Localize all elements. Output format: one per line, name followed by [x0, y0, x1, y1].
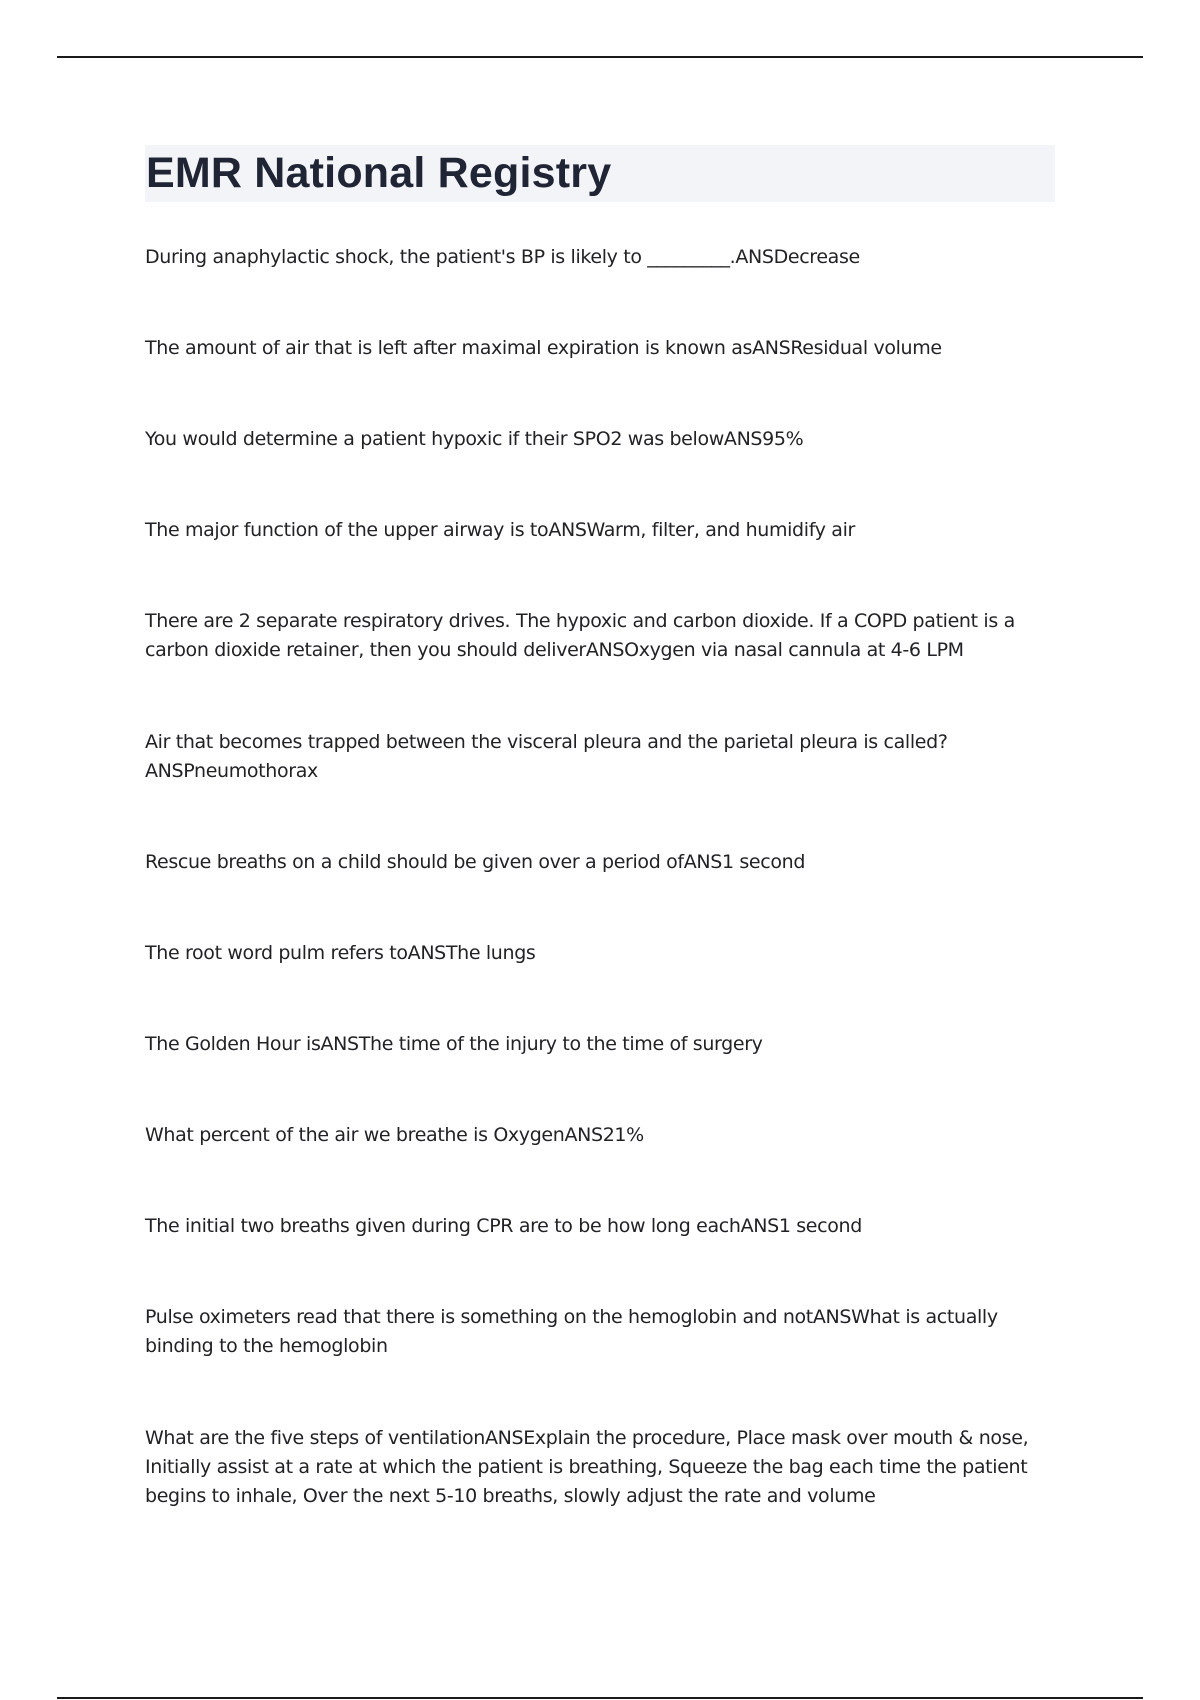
qa-item — [145, 1212, 1065, 1241]
question-text: The amount of air that is left after maximal expiration is known as — [145, 337, 753, 359]
answer-marker: ANS — [752, 337, 791, 359]
answer-text: Residual volume — [790, 337, 942, 359]
question-text: During anaphylactic shock, the patient's BP is likely to _________. — [145, 246, 736, 268]
answer-text: Pneumothorax — [183, 760, 318, 782]
question-text: The Golden Hour is — [145, 1033, 321, 1055]
header-rule — [57, 56, 1143, 58]
answer-text: Oxygen via nasal cannula at 4-6 LPM — [624, 639, 964, 661]
answer-marker: ANS — [485, 1427, 524, 1449]
answer-text: 1 second — [778, 1215, 862, 1237]
answer-marker: ANS — [145, 760, 184, 782]
question-text: The root word pulm refers to — [145, 942, 408, 964]
answer-marker: ANS — [735, 246, 774, 268]
question-text: The initial two breaths given during CPR are to be how long each — [145, 1215, 741, 1237]
question-text: What percent of the air we breathe is Oxygen — [145, 1124, 565, 1146]
answer-marker: ANS — [723, 428, 763, 450]
qa-item — [145, 939, 1065, 968]
qa-item — [145, 243, 1065, 272]
qa-item — [145, 1424, 1065, 1511]
answer-marker: ANS — [740, 1215, 779, 1237]
answer-text: Decrease — [773, 246, 860, 268]
question-text: There are 2 separate respiratory drives. The hypoxic and carbon dioxide. If a COPD patient is a carbon dioxide retainer, then you should deliver — [145, 610, 1015, 661]
answer-marker: ANS — [585, 639, 625, 661]
answer-text: What is actually binding to the hemoglobin — [145, 1306, 998, 1357]
qa-item — [145, 334, 1065, 363]
answer-text: The lungs — [445, 942, 536, 964]
question-text: You would determine a patient hypoxic if their SPO2 was below — [145, 428, 724, 450]
qa-item — [145, 848, 1065, 877]
qa-item — [145, 425, 1065, 454]
page-title: EMR National Registry — [146, 149, 612, 197]
question-text: What are the five steps of ventilation — [145, 1427, 486, 1449]
answer-marker: ANS — [320, 1033, 359, 1055]
question-text: Air that becomes trapped between the visceral pleura and the parietal pleura is called? — [145, 731, 948, 753]
answer-marker: ANS — [812, 1306, 852, 1328]
answer-text: 1 second — [721, 851, 806, 873]
answer-text: Warm, filter, and humidify air — [586, 519, 855, 541]
answer-text: The time of the injury to the time of surgery — [358, 1033, 763, 1055]
answer-marker: ANS — [564, 1124, 603, 1146]
question-text: Pulse oximeters read that there is something on the hemoglobin and not — [145, 1306, 813, 1328]
answer-marker: ANS — [683, 851, 722, 873]
qa-item — [145, 1030, 1065, 1059]
answer-text: 95% — [762, 428, 804, 450]
qa-item — [145, 1303, 1065, 1361]
qa-item — [145, 516, 1065, 545]
qa-item — [145, 1121, 1065, 1150]
qa-item — [145, 607, 1065, 665]
question-text: Rescue breaths on a child should be given over a period of — [145, 851, 684, 873]
answer-marker: ANS — [407, 942, 446, 964]
answer-text: 21% — [602, 1124, 644, 1146]
footer-rule — [57, 1697, 1143, 1699]
answer-marker: ANS — [548, 519, 587, 541]
answer-text: Explain the procedure, Place mask over mouth & nose, Initially assist at a rate at which the patient is breathing, Squeeze the bag each time the patient begins to inhale, Over the next 5-10 breaths, slowly adjust the rate and volume — [145, 1427, 1029, 1507]
qa-item — [145, 728, 1065, 786]
question-text: The major function of the upper airway is to — [145, 519, 549, 541]
